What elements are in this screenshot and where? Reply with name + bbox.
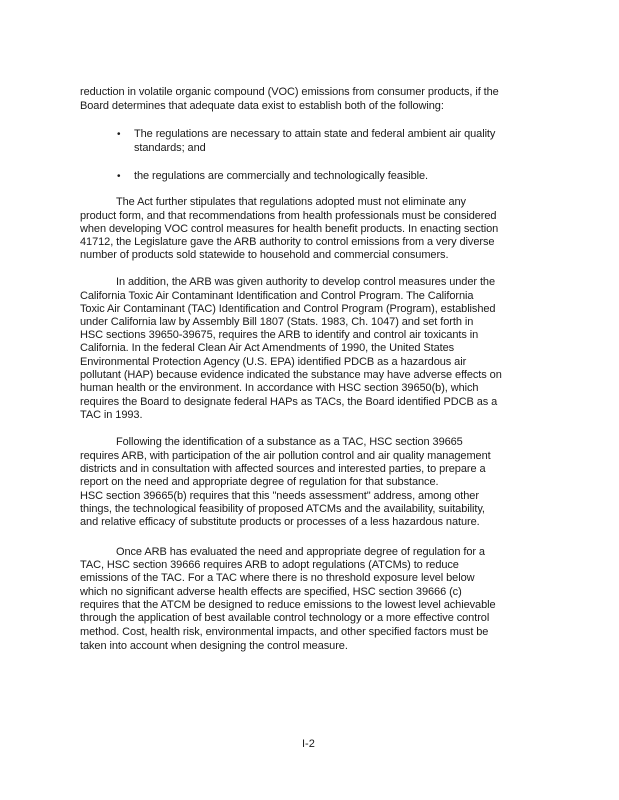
paragraph-line: requires that the ATCM be designed to reduce emissions to the lowest level achievable — [80, 599, 496, 611]
bullet-text-line: standards; and — [134, 142, 206, 154]
paragraph-line: report on the need and appropriate degree of regulation for that substance. — [80, 476, 439, 488]
paragraph-line: Toxic Air Contaminant (TAC) Identification and Control Program (Program), established — [80, 303, 496, 315]
paragraph-line: pollutant (HAP) because evidence indicated the substance may have adverse effects on — [80, 369, 502, 381]
paragraph-line: which no significant adverse health effects are specified, HSC section 39666 (c) — [80, 586, 462, 598]
text-line: Board determines that adequate data exist to establish both of the following: — [80, 100, 444, 112]
paragraph-line: Following the identification of a substance as a TAC, HSC section 39665 — [116, 436, 463, 448]
paragraph-line: California Toxic Air Contaminant Identification and Control Program. The California — [80, 290, 474, 302]
paragraph-line: requires ARB, with participation of the air pollution control and air quality management — [80, 450, 491, 462]
paragraph-line: California. In the federal Clean Air Act Amendments of 1990, the United States — [80, 342, 455, 354]
paragraph-line: The Act further stipulates that regulations adopted must not eliminate any — [116, 196, 466, 208]
bullet-marker: • — [117, 171, 121, 182]
bullet-marker: • — [117, 129, 121, 140]
bullet-text-line: the regulations are commercially and technologically feasible. — [134, 170, 429, 182]
paragraph-line: HSC sections 39650-39675, requires the ARB to identify and control air toxicants in — [80, 329, 479, 341]
paragraph-line: 41712, the Legislature gave the ARB authority to control emissions from a very diverse — [80, 236, 495, 248]
paragraph-line: method. Cost, health risk, environmental impacts, and other specified factors must be — [80, 626, 489, 638]
paragraph-line: TAC, HSC section 39666 requires ARB to adopt regulations (ATCMs) to reduce — [80, 559, 459, 571]
paragraph-line: TAC in 1993. — [80, 409, 143, 421]
paragraph-line: In addition, the ARB was given authority to develop control measures under the — [116, 276, 495, 288]
paragraph-line: product form, and that recommendations from health professionals must be considered — [80, 210, 497, 222]
page-number: I-2 — [302, 738, 315, 750]
bullet-text-line: The regulations are necessary to attain state and federal ambient air quality — [134, 128, 496, 140]
paragraph-line: emissions of the TAC. For a TAC where there is no threshold exposure level below — [80, 572, 475, 584]
paragraph-line: and relative efficacy of substitute products or processes of a less hazardous nature. — [80, 516, 480, 528]
paragraph-line: when developing VOC control measures for health benefit products. In enacting section — [80, 223, 499, 235]
paragraph-line: human health or the environment. In accordance with HSC section 39650(b), which — [80, 382, 479, 394]
paragraph-line: number of products sold statewide to household and commercial consumers. — [80, 249, 449, 261]
paragraph-line: Once ARB has evaluated the need and appropriate degree of regulation for a — [116, 546, 485, 558]
text-line: reduction in volatile organic compound (VOC) emissions from consumer products, if the — [80, 86, 499, 98]
paragraph-line: requires the Board to designate federal HAPs as TACs, the Board identified PDCB as a — [80, 396, 498, 408]
paragraph-line: taken into account when designing the control measure. — [80, 640, 348, 652]
paragraph-line: things, the technological feasibility of proposed ATCMs and the availability, suitability, — [80, 503, 485, 515]
paragraph-line: HSC section 39665(b) requires that this "needs assessment" address, among other — [80, 490, 479, 502]
paragraph-line: districts and in consultation with affected sources and interested parties, to prepare a — [80, 463, 486, 475]
paragraph-line: under California law by Assembly Bill 1807 (Stats. 1983, Ch. 1047) and set forth in — [80, 316, 474, 328]
paragraph-line: through the application of best available control technology or a more effective control — [80, 612, 490, 624]
paragraph-line: Environmental Protection Agency (U.S. EPA) identified PDCB as a hazardous air — [80, 356, 467, 368]
